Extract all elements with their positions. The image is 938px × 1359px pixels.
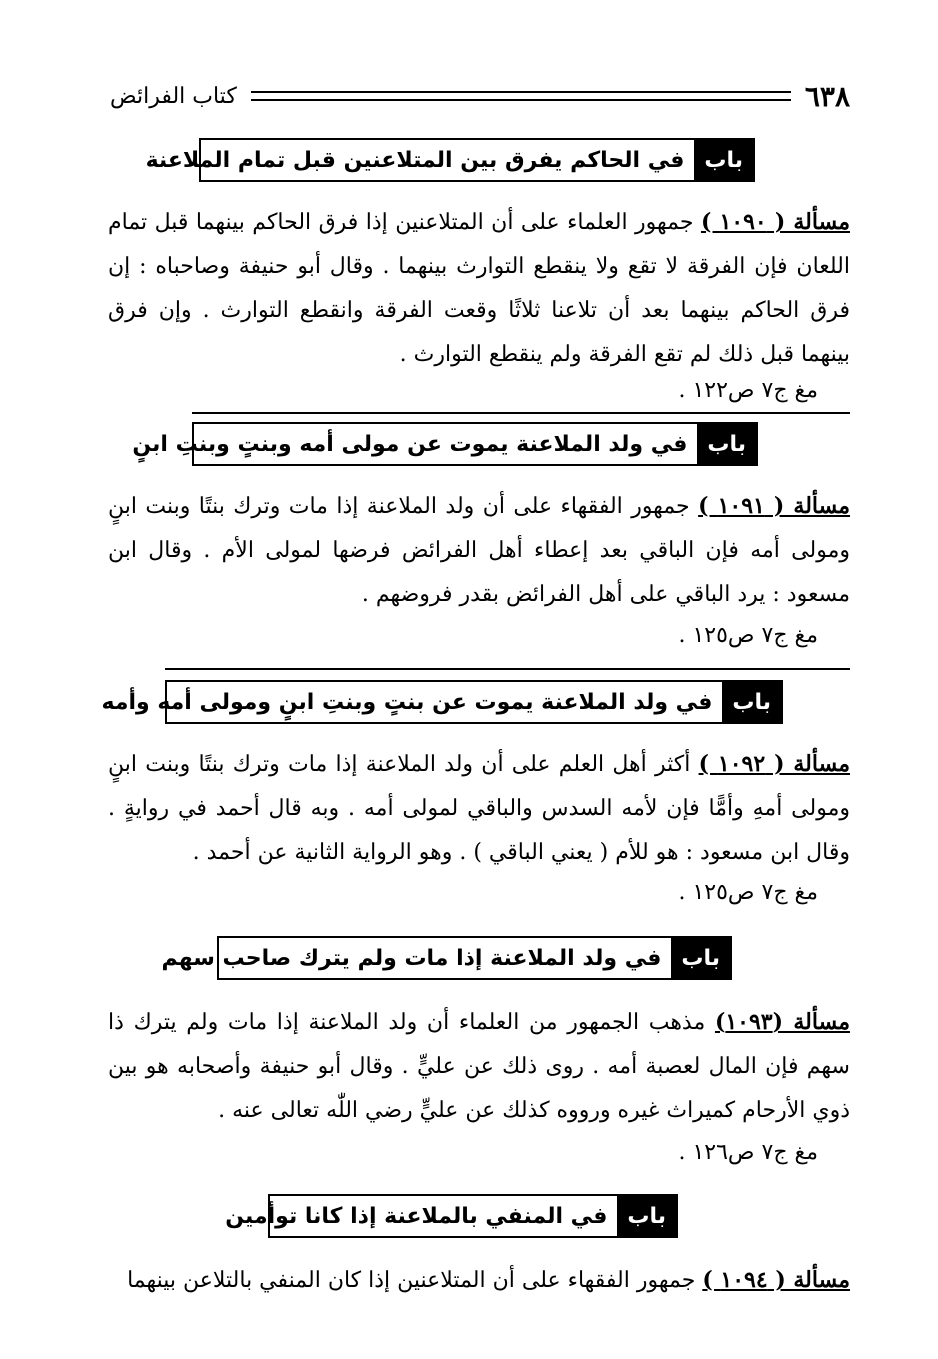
header-rule — [251, 91, 791, 101]
source-reference: مغ ج٧ ص١٢٢ . — [678, 378, 818, 403]
issue-label: مسألة ( ١٠٩٤ ) — [702, 1267, 850, 1293]
issue-text: أكثر أهل العلم على أن ولد الملاعنة إذا مات وترك بنتًا وبنت ابنٍ ومولى أمهِ وأمًّا فإن لأمه السدس والباقي لمولى أمه . وبه قال أحمد في روايةٍ . وقال ابن مسعود : هو للأم ( يعني الباقي ) . وهو الرواية الثانية عن أحمد . — [108, 752, 851, 865]
chapter-heading — [132, 422, 758, 466]
source-reference: مغ ج٧ ص١٢٦ . — [678, 1140, 818, 1165]
issue-paragraph — [108, 1258, 850, 1303]
issue-text: جمهور العلماء على أن المتلاعنين إذا فرق الحاكم بينهما قبل تمام اللعان فإن الفرقة لا تقع ولا ينقطع التوارث بينهما . وقال أبو حنيفة وصاحباه : إن فرق الحاكم بينهما بعد أن تلاعنا ثلاثًا وقعت الفرقة وانقطع التوارث . وإن فرق بينهما قبل ذلك لم تقع الفرقة ولم ينقطع التوارث . — [108, 210, 850, 367]
chapter-title: في ولد الملاعنة يموت عن مولى أمه وبنتٍ وبنتِ ابنٍ — [132, 431, 688, 457]
chapter-tag: باب — [617, 1196, 676, 1236]
issue-label: مسألة ( ١٠٩٠ ) — [700, 209, 850, 235]
chapter-title: في المنفي بالملاعنة إذا كانا توأمين — [225, 1203, 608, 1229]
source-reference: مغ ج٧ ص١٢٥ . — [678, 880, 818, 905]
running-header — [110, 78, 850, 114]
issue-paragraph — [108, 200, 850, 377]
issue-text: مذهب الجمهور من العلماء أن ولد الملاعنة إذا مات ولم يترك ذا سهم فإن المال لعصبة أمه . روى ذلك عن عليٍّ . وقال أبو حنيفة وأصحابه هو بين ذوي الأرحام كميراث غيره ورووه كذلك عن عليٍّ رضي اللّٰه تعالى عنه . — [108, 1010, 850, 1123]
issue-label: مسألة ( ١٠٩٢ ) — [698, 751, 850, 777]
chapter-tag: باب — [694, 140, 753, 180]
section-rule — [165, 668, 850, 670]
source-reference: مغ ج٧ ص١٢٥ . — [678, 623, 818, 648]
issue-paragraph — [108, 1000, 850, 1133]
chapter-heading — [161, 936, 732, 980]
issue-text: جمهور الفقهاء على أن ولد الملاعنة إذا مات وترك بنتًا وبنت ابنٍ ومولى أمه فإن الباقي بعد إعطاء أهل الفرائض فرضها لمولى الأم . وقال ابن مسعود : يرد الباقي على أهل الفرائض بقدر فروضهم . — [108, 494, 850, 607]
chapter-tag: باب — [697, 424, 756, 464]
chapter-title: في ولد الملاعنة إذا مات ولم يترك صاحب سهم — [161, 945, 662, 971]
issue-text: جمهور الفقهاء على أن المتلاعنين إذا كان المنفي بالتلاعن بينهما — [127, 1268, 696, 1293]
issue-label: مسألة ( ١٠٩١ ) — [698, 493, 851, 519]
issue-label: مسألة (١٠٩٣) — [714, 1009, 850, 1035]
chapter-tag: باب — [671, 938, 730, 978]
chapter-heading — [225, 1194, 678, 1238]
chapter-tag: باب — [722, 682, 781, 722]
page-number: ٦٣٨ — [804, 79, 850, 113]
issue-paragraph — [108, 484, 850, 617]
section-rule — [192, 412, 850, 414]
chapter-title: في ولد الملاعنة يموت عن بنتٍ وبنتِ ابنٍ ومولى أمه وأمه — [101, 689, 713, 715]
chapter-title: في الحاكم يفرق بين المتلاعنين قبل تمام الملاعنة — [145, 147, 685, 173]
chapter-heading — [145, 138, 755, 182]
issue-paragraph — [108, 742, 850, 875]
chapter-heading — [101, 680, 783, 724]
book-title: كتاب الفرائض — [110, 83, 237, 109]
